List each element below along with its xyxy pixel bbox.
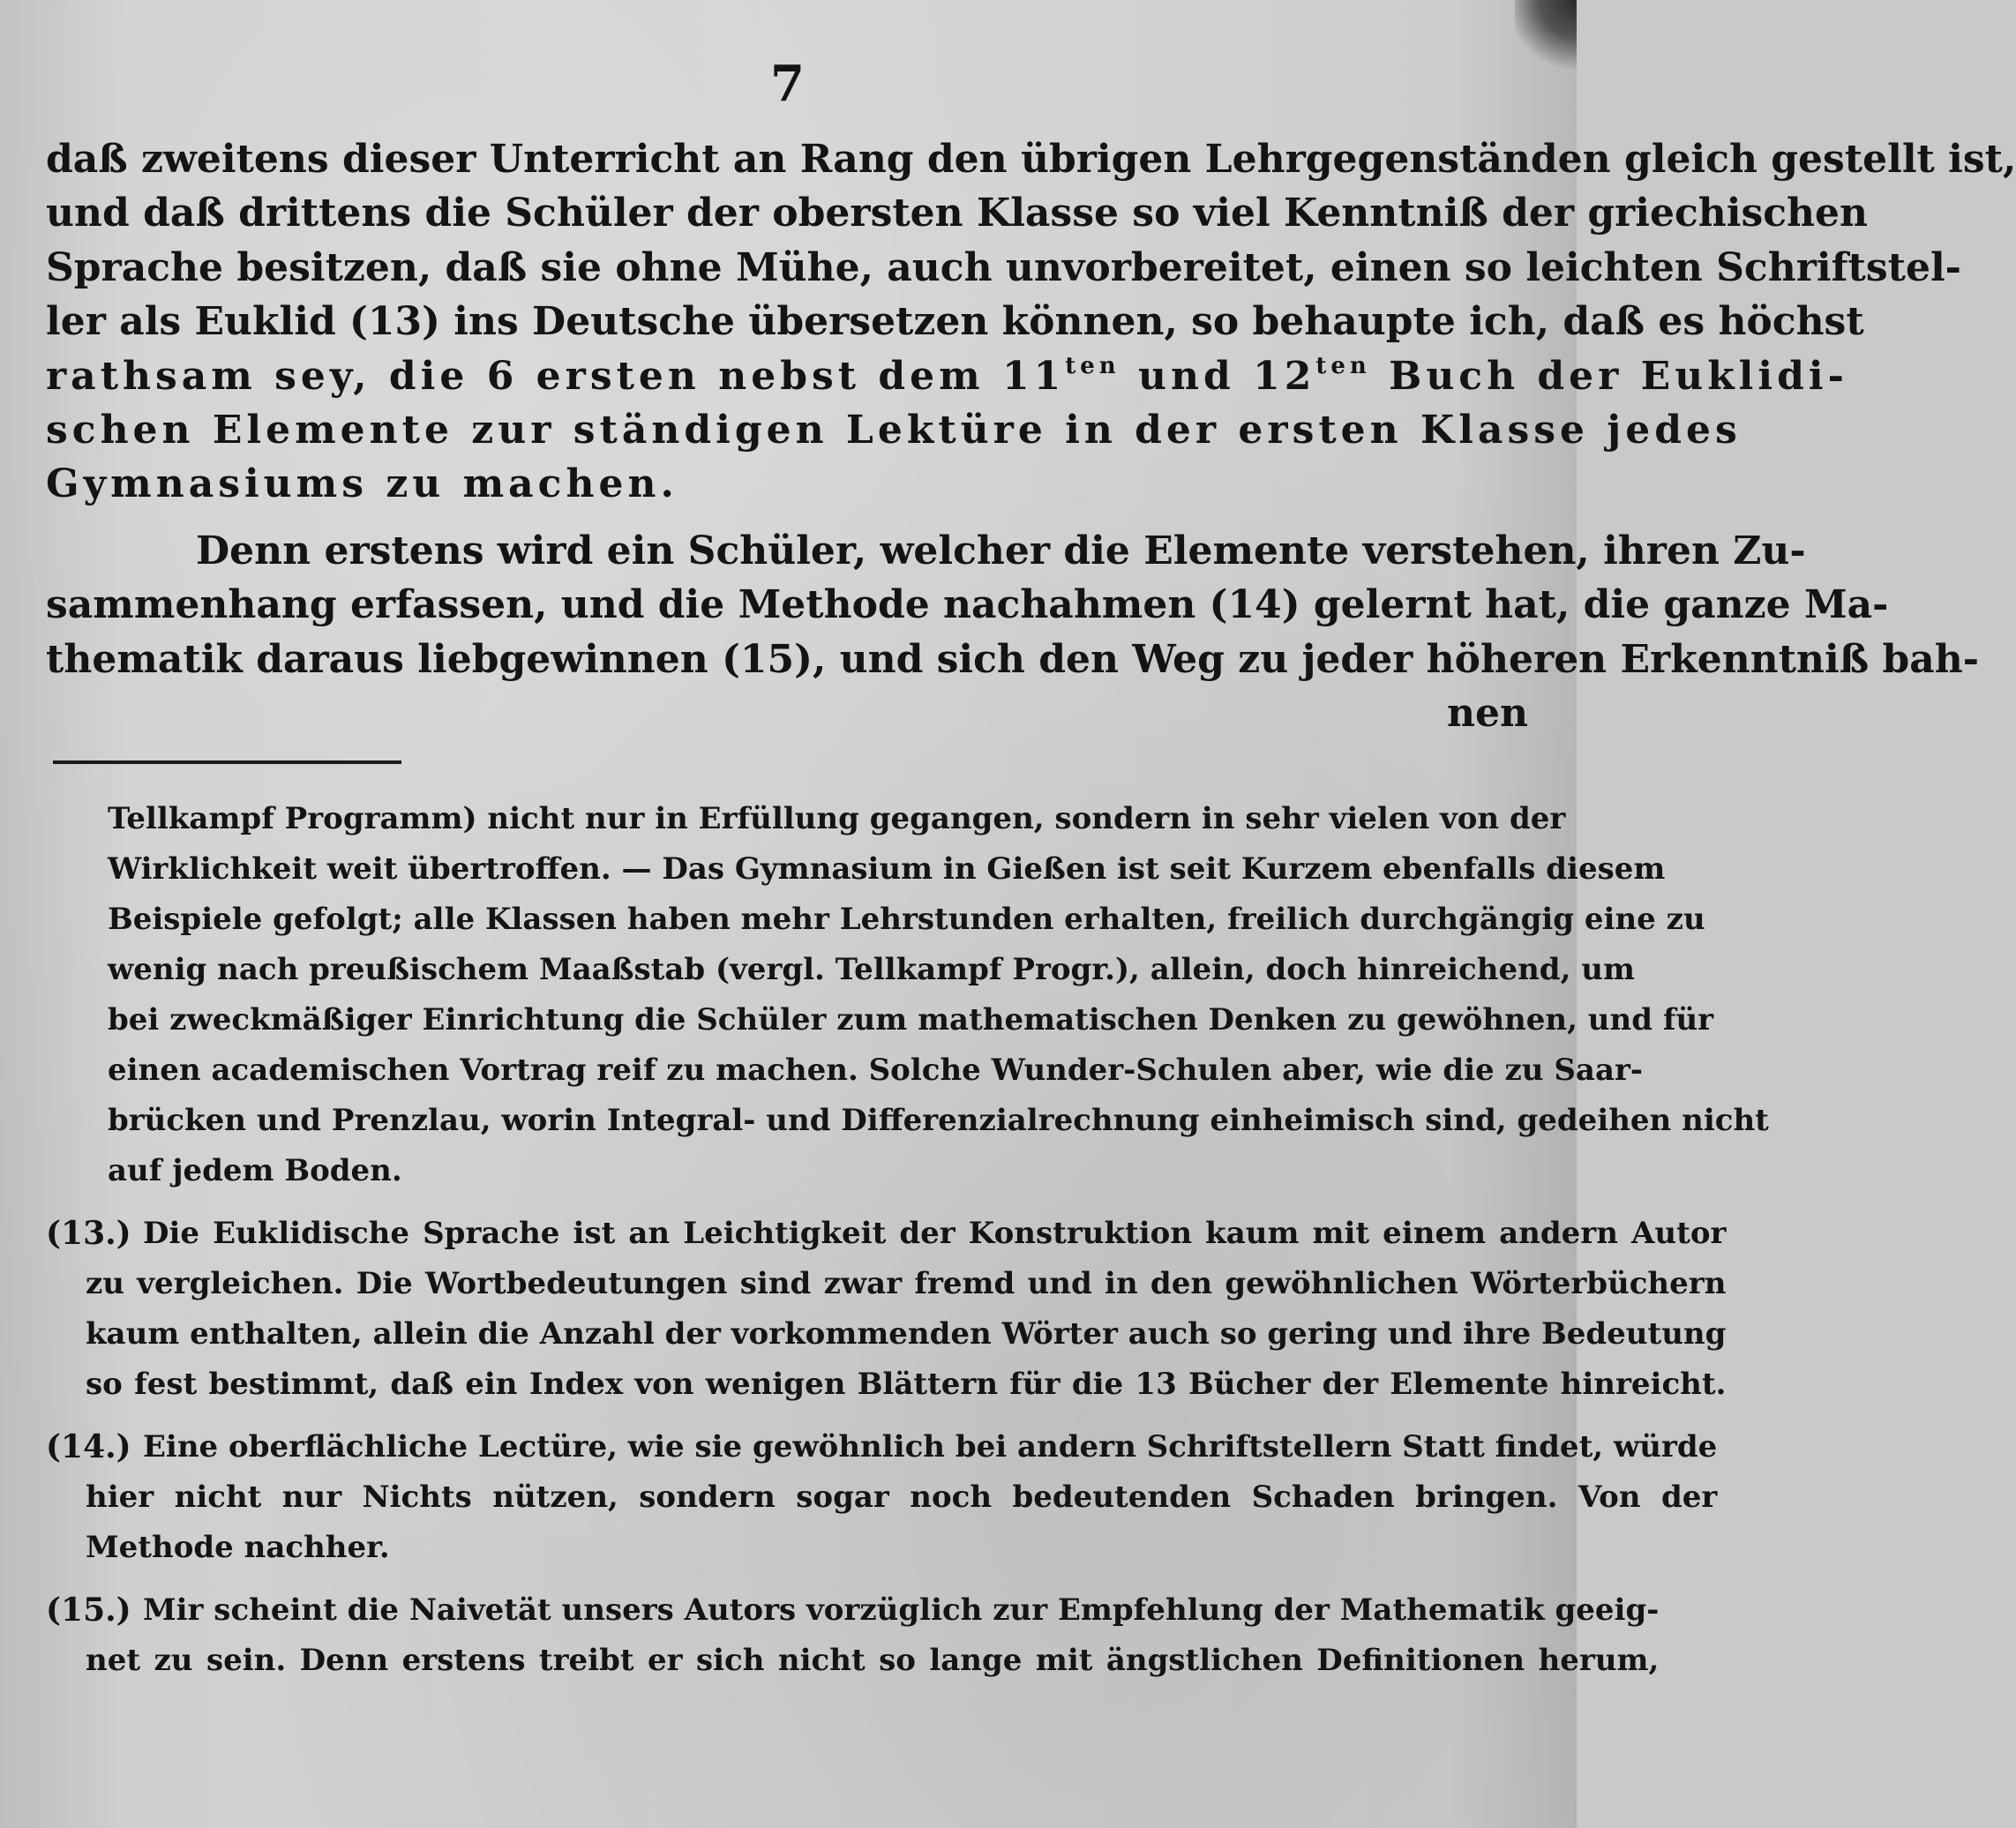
footnote-line: Die Euklidische Sprache ist an Leichtigkeit der Konstruktion kaum mit einem andern Autor	[143, 1216, 1727, 1251]
footnote-marker: (15.)	[46, 1592, 131, 1629]
footnote-line: einen academischen Vortrag reif zu machen. Solche Wunder-Schulen aber, wie die zu Saar-	[108, 1053, 1643, 1088]
text-line: thematik daraus liebgewinnen (15), und sich den Weg zu jeder höheren Erkenntniß bah-	[46, 636, 1979, 682]
text-line: ler als Euklid (13) ins Deutsche übersetzen können, so behaupte ich, daß es höchst	[46, 299, 1864, 345]
footnote-separator-rule	[53, 760, 401, 764]
footnote-line: kaum enthalten, allein die Anzahl der vorkommenden Wörter auch so gering und ihre Bedeutung	[86, 1316, 1727, 1352]
paragraph-2	[46, 524, 1979, 741]
footnote-14	[46, 1422, 1718, 1573]
paragraph-1	[46, 132, 2016, 512]
footnote-line: Eine oberflächliche Lectüre, wie sie gewöhnlich bei andern Schriftstellern Statt findet, würde	[143, 1429, 1718, 1465]
text-line-with-superscripts	[46, 349, 1848, 403]
footnote-line: Beispiele gefolgt; alle Klassen haben mehr Lehrstunden erhalten, freilich durchgängig eine zu	[108, 902, 1705, 937]
text-line: und daß drittens die Schüler der obersten Klasse so viel Kenntniß der griechischen	[46, 191, 1869, 236]
page-number: 7	[770, 55, 806, 113]
footnote-marker: (14.)	[46, 1428, 131, 1465]
footnote-line: Tellkampf Programm) nicht nur in Erfüllung gegangen, sondern in sehr vielen von der	[108, 801, 1566, 836]
footnote-15	[46, 1585, 1660, 1686]
catchword: nen	[1447, 690, 1528, 736]
footnotes-section	[46, 794, 1769, 1686]
footnote-line: net zu sein. Denn erstens treibt er sich nicht so lange mit ängstlichen Definitionen herum,	[86, 1643, 1660, 1678]
footnote-line: Mir scheint die Naivetät unsers Autors vorzüglich zur Empfehlung der Mathematik geeig-	[143, 1592, 1660, 1628]
footnote-line: brücken und Prenzlau, worin Integral- und Differenzialrechnung einheimisch sind, gedeihen nicht	[108, 1103, 1769, 1138]
text-segment: rathsam sey, die 6 ersten nebst dem 11	[46, 353, 1066, 399]
footnote-line: auf jedem Boden.	[108, 1153, 402, 1188]
text-line: Gymnasiums zu machen.	[46, 461, 678, 507]
footnote-line: bei zweckmäßiger Einrichtung die Schüler zum mathematischen Denken zu gewöhnen, und für	[108, 1002, 1714, 1038]
superscript: ten	[1315, 352, 1371, 379]
footnote-line: Methode nachher.	[86, 1530, 390, 1565]
text-line: daß zweitens dieser Unterricht an Rang den übrigen Lehrgegenständen gleich gestellt ist,	[46, 137, 2016, 182]
footnote-marker: (13.)	[46, 1215, 131, 1252]
text-segment: und 12	[1120, 353, 1316, 399]
text-segment: Buch der Euklidi-	[1370, 353, 1848, 399]
footnote-line: wenig nach preußischem Maaßstab (vergl. Tellkampf Progr.), allein, doch hinreichend, um	[108, 952, 1635, 987]
text-line: schen Elemente zur ständigen Lektüre in der ersten Klasse jedes	[46, 407, 1742, 453]
main-text	[46, 132, 2016, 740]
footnote-13	[46, 1209, 1727, 1410]
footnote-line: hier nicht nur Nichts nützen, sondern sogar noch bedeutenden Schaden bringen. Von der	[86, 1480, 1718, 1515]
text-line: Sprache besitzen, daß sie ohne Mühe, auch unvorbereitet, einen so leichten Schriftstel-	[46, 244, 1961, 290]
text-line: sammenhang erfassen, und die Methode nachahmen (14) gelernt hat, die ganze Ma-	[46, 582, 1889, 628]
footnote-line: zu vergleichen. Die Wortbedeutungen sind zwar fremd und in den gewöhnlichen Wörterbüchern	[86, 1266, 1727, 1301]
footnote-line: so fest bestimmt, daß ein Index von wenigen Blättern für die 13 Bücher der Elemente hinreicht.	[86, 1367, 1727, 1402]
text-line: Denn erstens wird ein Schüler, welcher die Elemente verstehen, ihren Zu-	[196, 528, 1806, 573]
footnote-line: Wirklichkeit weit übertroffen. — Das Gymnasium in Gießen ist seit Kurzem ebenfalls diesem	[108, 851, 1666, 887]
footnote-continuation	[46, 794, 1769, 1196]
superscript: ten	[1065, 352, 1120, 379]
